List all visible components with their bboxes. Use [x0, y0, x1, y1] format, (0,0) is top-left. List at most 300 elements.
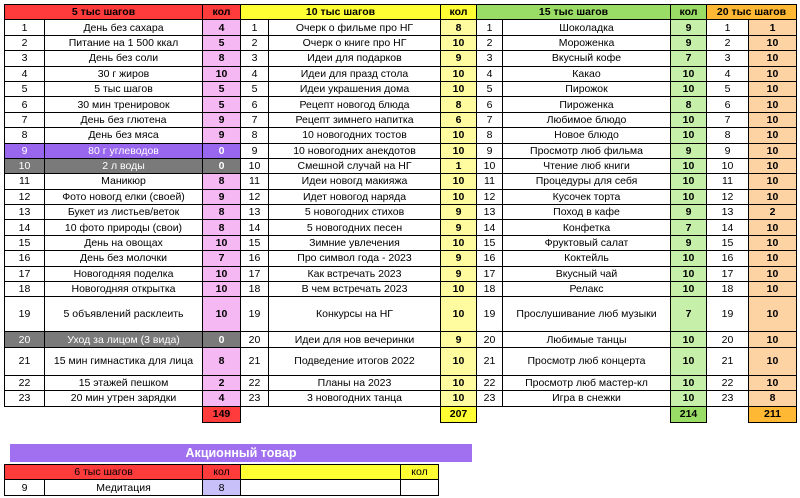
- s1-task-qty: 2: [203, 375, 241, 390]
- section-2-total: 207: [441, 406, 477, 422]
- s1-row-number: 6: [5, 97, 45, 112]
- s1-task-qty: 9: [203, 128, 241, 143]
- s3-task-qty: 10: [671, 332, 707, 347]
- table-row: [5, 97, 797, 112]
- s1-row-number: 21: [5, 347, 45, 375]
- s3-row-number: 5: [477, 81, 503, 96]
- s2-row-number: 15: [241, 235, 269, 250]
- table-row: [5, 297, 797, 332]
- s2-task-name: Идеи новогд макияжа: [269, 174, 441, 189]
- s2-task-qty: 1: [441, 158, 477, 173]
- s1-task-name: 15 этажей пешком: [45, 375, 203, 390]
- s2-task-qty: 10: [441, 189, 477, 204]
- section-3-title: 15 тыс шагов: [477, 5, 671, 20]
- s2-row-number: 21: [241, 347, 269, 375]
- s1-task-qty: 8: [203, 205, 241, 220]
- s3-task-qty: 10: [671, 158, 707, 173]
- s3-task-name: Мороженка: [503, 35, 671, 50]
- s1-task-qty: 4: [203, 391, 241, 406]
- s2-task-name: В чем встречать 2023: [269, 282, 441, 297]
- s2-task-qty: 10: [441, 282, 477, 297]
- s3-task-name: Пирожок: [503, 81, 671, 96]
- s3-task-name: Вкусный чай: [503, 266, 671, 281]
- s4-task-qty: 10: [749, 375, 797, 390]
- s3-task-qty: 9: [671, 205, 707, 220]
- s2-task-qty: 10: [441, 235, 477, 250]
- s4-task-qty: 10: [749, 220, 797, 235]
- s1-task-name: 15 мин гимнастика для лица: [45, 347, 203, 375]
- s3-row-number: 6: [477, 97, 503, 112]
- s1-row-number: 13: [5, 205, 45, 220]
- s2-task-qty: 9: [441, 251, 477, 266]
- table-row: [5, 251, 797, 266]
- s2-task-name: Рецепт зимнего напитка: [269, 112, 441, 127]
- s1-task-name: День без соли: [45, 51, 203, 66]
- s2-task-qty: 10: [441, 391, 477, 406]
- s3-task-name: Кусочек торта: [503, 189, 671, 204]
- s2-task-qty: 10: [441, 297, 477, 332]
- s2-row-number: 8: [241, 128, 269, 143]
- s1-task-qty: 4: [203, 20, 241, 35]
- s1-task-name: Уход за лицом (3 вида): [45, 332, 203, 347]
- s2-row-number: 4: [241, 66, 269, 81]
- s1-task-qty: 8: [203, 174, 241, 189]
- s3-task-name: Вкусный кофе: [503, 51, 671, 66]
- s4-row-number: 16: [707, 251, 749, 266]
- s4-task-qty: 10: [749, 332, 797, 347]
- s2-row-number: 12: [241, 189, 269, 204]
- s4-row-number: 2: [707, 35, 749, 50]
- total-spacer-1: [5, 406, 203, 422]
- s3-row-number: 21: [477, 347, 503, 375]
- s1-task-qty: 8: [203, 220, 241, 235]
- s2-task-qty: 9: [441, 51, 477, 66]
- s4-task-qty: 10: [749, 35, 797, 50]
- s1-task-qty: 10: [203, 66, 241, 81]
- s1-task-name: День без мяса: [45, 128, 203, 143]
- table-row: [5, 81, 797, 96]
- s1-task-name: 10 фото природы (свои): [45, 220, 203, 235]
- s2-task-name: Подведение итогов 2022: [269, 347, 441, 375]
- s3-task-qty: 10: [671, 282, 707, 297]
- s3-row-number: 22: [477, 375, 503, 390]
- s4-row-number: 20: [707, 332, 749, 347]
- s2-row-number: 14: [241, 220, 269, 235]
- promo-row-qty: 8: [203, 480, 241, 495]
- s4-row-number: 21: [707, 347, 749, 375]
- s4-task-qty: 10: [749, 81, 797, 96]
- s2-task-name: Планы на 2023: [269, 375, 441, 390]
- s3-task-qty: 10: [671, 266, 707, 281]
- s3-task-qty: 9: [671, 35, 707, 50]
- s4-task-qty: 10: [749, 297, 797, 332]
- s2-task-qty: 10: [441, 347, 477, 375]
- s4-row-number: 14: [707, 220, 749, 235]
- s4-row-number: 11: [707, 174, 749, 189]
- s1-row-number: 18: [5, 282, 45, 297]
- s3-task-name: Любимые танцы: [503, 332, 671, 347]
- s2-task-name: Идет новогод наряда: [269, 189, 441, 204]
- table-row: [5, 347, 797, 375]
- s1-task-name: 30 мин тренировок: [45, 97, 203, 112]
- s4-row-number: 6: [707, 97, 749, 112]
- s4-row-number: 1: [707, 20, 749, 35]
- s3-task-name: Игра в снежки: [503, 391, 671, 406]
- s2-task-name: Конкурсы на НГ: [269, 297, 441, 332]
- s1-task-qty: 7: [203, 251, 241, 266]
- s2-row-number: 22: [241, 375, 269, 390]
- s2-task-qty: 9: [441, 220, 477, 235]
- s2-task-name: Смешной случай на НГ: [269, 158, 441, 173]
- table-row: [5, 51, 797, 66]
- promo-b-empty-name: [241, 480, 401, 495]
- s3-row-number: 8: [477, 128, 503, 143]
- s4-task-qty: 2: [749, 205, 797, 220]
- s3-task-name: Процедуры для себя: [503, 174, 671, 189]
- s4-row-number: 23: [707, 391, 749, 406]
- s4-task-qty: 10: [749, 66, 797, 81]
- s3-row-number: 3: [477, 51, 503, 66]
- s2-row-number: 2: [241, 35, 269, 50]
- s3-task-qty: 10: [671, 128, 707, 143]
- s1-task-name: 80 г углеводов: [45, 143, 203, 158]
- s1-row-number: 12: [5, 189, 45, 204]
- s3-task-name: Просмотр люб мастер-кл: [503, 375, 671, 390]
- s4-task-qty: 1: [749, 20, 797, 35]
- s3-task-name: Коктейль: [503, 251, 671, 266]
- section-1-title: 5 тыс шагов: [5, 5, 203, 20]
- s3-row-number: 14: [477, 220, 503, 235]
- table-row: [5, 282, 797, 297]
- s1-row-number: 5: [5, 81, 45, 96]
- s1-task-name: Новогодняя открытка: [45, 282, 203, 297]
- s2-row-number: 11: [241, 174, 269, 189]
- s2-row-number: 1: [241, 20, 269, 35]
- s3-row-number: 18: [477, 282, 503, 297]
- s2-row-number: 18: [241, 282, 269, 297]
- table-row: [5, 332, 797, 347]
- s3-task-qty: 8: [671, 97, 707, 112]
- section-4-title: 20 тыс шагов: [707, 5, 797, 20]
- s1-task-qty: 0: [203, 158, 241, 173]
- s2-task-qty: 8: [441, 97, 477, 112]
- s2-task-name: Очерк о фильме про НГ: [269, 20, 441, 35]
- s3-task-name: Релакс: [503, 282, 671, 297]
- table-row: [5, 220, 797, 235]
- s1-task-name: 20 мин утрен зарядки: [45, 391, 203, 406]
- s1-task-name: День без молочки: [45, 251, 203, 266]
- s2-row-number: 16: [241, 251, 269, 266]
- s3-row-number: 1: [477, 20, 503, 35]
- promo-table: [4, 464, 439, 496]
- s1-row-number: 15: [5, 235, 45, 250]
- s4-row-number: 13: [707, 205, 749, 220]
- s3-row-number: 15: [477, 235, 503, 250]
- s2-task-qty: 9: [441, 266, 477, 281]
- table-row: [5, 189, 797, 204]
- promo-b-col-header: кол: [401, 465, 439, 480]
- s1-task-qty: 8: [203, 347, 241, 375]
- s3-task-qty: 7: [671, 220, 707, 235]
- s1-task-name: 5 тыс шагов: [45, 81, 203, 96]
- s4-row-number: 17: [707, 266, 749, 281]
- s1-row-number: 2: [5, 35, 45, 50]
- s3-task-qty: 10: [671, 174, 707, 189]
- s1-task-qty: 10: [203, 266, 241, 281]
- s1-task-qty: 10: [203, 235, 241, 250]
- s1-row-number: 14: [5, 220, 45, 235]
- table-row: [5, 174, 797, 189]
- s2-row-number: 6: [241, 97, 269, 112]
- s2-task-name: 5 новогодних песен: [269, 220, 441, 235]
- s3-task-name: Поход в кафе: [503, 205, 671, 220]
- s3-task-qty: 10: [671, 375, 707, 390]
- s3-task-qty: 10: [671, 347, 707, 375]
- s1-row-number: 17: [5, 266, 45, 281]
- s2-task-name: 3 новогодних танца: [269, 391, 441, 406]
- s2-row-number: 20: [241, 332, 269, 347]
- s3-task-name: Шоколадка: [503, 20, 671, 35]
- s2-task-name: Идеи украшения дома: [269, 81, 441, 96]
- s3-task-name: Чтение люб книги: [503, 158, 671, 173]
- s2-task-qty: 10: [441, 143, 477, 158]
- s1-task-qty: 9: [203, 112, 241, 127]
- s2-row-number: 23: [241, 391, 269, 406]
- s4-task-qty: 10: [749, 266, 797, 281]
- s3-task-qty: 10: [671, 391, 707, 406]
- s4-row-number: 18: [707, 282, 749, 297]
- promo-b-empty-qty: [401, 480, 439, 495]
- s1-task-qty: 10: [203, 282, 241, 297]
- s1-task-name: Букет из листьев/веток: [45, 205, 203, 220]
- section-1-total: 149: [203, 406, 241, 422]
- s1-task-name: День на овощах: [45, 235, 203, 250]
- s4-row-number: 8: [707, 128, 749, 143]
- s4-task-qty: 10: [749, 97, 797, 112]
- section-2-title: 10 тыс шагов: [241, 5, 441, 20]
- s3-row-number: 4: [477, 66, 503, 81]
- s3-task-qty: 7: [671, 51, 707, 66]
- s1-task-name: Питание на 1 500 ккал: [45, 35, 203, 50]
- s3-task-name: Просмотр люб фильма: [503, 143, 671, 158]
- s2-task-qty: 9: [441, 332, 477, 347]
- s2-row-number: 5: [241, 81, 269, 96]
- promo-a-col-header: кол: [203, 465, 241, 480]
- s1-task-qty: 10: [203, 297, 241, 332]
- s3-task-qty: 10: [671, 66, 707, 81]
- table-row: [5, 375, 797, 390]
- s2-task-qty: 10: [441, 174, 477, 189]
- s3-task-name: Любимое блюдо: [503, 112, 671, 127]
- promo-b-title: [241, 465, 401, 480]
- s4-task-qty: 10: [749, 251, 797, 266]
- s1-row-number: 23: [5, 391, 45, 406]
- s3-row-number: 13: [477, 205, 503, 220]
- s3-task-qty: 9: [671, 235, 707, 250]
- s1-row-number: 1: [5, 20, 45, 35]
- s3-task-name: Прослушивание люб музыки: [503, 297, 671, 332]
- s2-task-name: Рецепт новогод блюда: [269, 97, 441, 112]
- table-row: [5, 35, 797, 50]
- s4-row-number: 10: [707, 158, 749, 173]
- s4-task-qty: 10: [749, 143, 797, 158]
- s3-row-number: 12: [477, 189, 503, 204]
- s3-row-number: 16: [477, 251, 503, 266]
- s3-row-number: 23: [477, 391, 503, 406]
- s4-task-qty: 10: [749, 112, 797, 127]
- table-row: [5, 112, 797, 127]
- s1-task-name: 30 г жиров: [45, 66, 203, 81]
- s1-row-number: 16: [5, 251, 45, 266]
- s3-row-number: 20: [477, 332, 503, 347]
- s4-task-qty: 10: [749, 174, 797, 189]
- total-spacer-2: [241, 406, 441, 422]
- s1-task-qty: 8: [203, 51, 241, 66]
- s1-row-number: 20: [5, 332, 45, 347]
- table-row: [5, 205, 797, 220]
- s1-row-number: 10: [5, 158, 45, 173]
- s4-task-qty: 10: [749, 347, 797, 375]
- table-row: [5, 391, 797, 406]
- s4-task-qty: 10: [749, 282, 797, 297]
- s1-task-qty: 9: [203, 189, 241, 204]
- s2-row-number: 17: [241, 266, 269, 281]
- s2-task-name: 10 новогодних тостов: [269, 128, 441, 143]
- s1-task-name: 2 л воды: [45, 158, 203, 173]
- s3-task-qty: 10: [671, 112, 707, 127]
- s4-task-qty: 8: [749, 391, 797, 406]
- s2-task-name: Идеи для нов вечеринки: [269, 332, 441, 347]
- promo-a-title: 6 тыс шагов: [5, 465, 203, 480]
- s3-row-number: 2: [477, 35, 503, 50]
- s3-task-qty: 10: [671, 189, 707, 204]
- table-row: [5, 143, 797, 158]
- table-row: [5, 266, 797, 281]
- table-row: [5, 158, 797, 173]
- s1-row-number: 4: [5, 66, 45, 81]
- s1-task-name: Маникюр: [45, 174, 203, 189]
- s2-row-number: 9: [241, 143, 269, 158]
- s1-row-number: 7: [5, 112, 45, 127]
- s2-row-number: 19: [241, 297, 269, 332]
- s3-task-qty: 7: [671, 297, 707, 332]
- section-1-col-header: кол: [203, 5, 241, 20]
- promo-row-name: Медитация: [45, 480, 203, 495]
- s1-task-name: 5 объявлений расклеить: [45, 297, 203, 332]
- section-2-col-header: кол: [441, 5, 477, 20]
- s1-row-number: 19: [5, 297, 45, 332]
- s1-task-qty: 5: [203, 81, 241, 96]
- table-row: [5, 235, 797, 250]
- s2-task-name: 10 новогодних анекдотов: [269, 143, 441, 158]
- s3-task-name: Фруктовый салат: [503, 235, 671, 250]
- s4-task-qty: 10: [749, 235, 797, 250]
- s3-row-number: 10: [477, 158, 503, 173]
- s2-row-number: 10: [241, 158, 269, 173]
- s2-task-qty: 9: [441, 205, 477, 220]
- s1-task-name: Новогодняя поделка: [45, 266, 203, 281]
- s2-task-name: Очерк о книге про НГ: [269, 35, 441, 50]
- s1-task-name: Фото новогд елки (своей): [45, 189, 203, 204]
- promo-banner: Акционный товар: [10, 444, 472, 462]
- s3-task-qty: 9: [671, 143, 707, 158]
- s2-task-qty: 10: [441, 375, 477, 390]
- s4-row-number: 15: [707, 235, 749, 250]
- s4-task-qty: 10: [749, 158, 797, 173]
- s1-task-qty: 0: [203, 143, 241, 158]
- s2-task-name: Идеи для подарков: [269, 51, 441, 66]
- s4-task-qty: 10: [749, 189, 797, 204]
- table-row: [5, 66, 797, 81]
- section-3-total: 214: [671, 406, 707, 422]
- s1-task-qty: 5: [203, 35, 241, 50]
- table-row: [5, 20, 797, 35]
- total-spacer-4: [707, 406, 749, 422]
- s3-task-qty: 10: [671, 81, 707, 96]
- s3-task-name: Какао: [503, 66, 671, 81]
- s4-row-number: 7: [707, 112, 749, 127]
- section-3-col-header: кол: [671, 5, 707, 20]
- promo-row-number: 9: [5, 480, 45, 495]
- s3-row-number: 19: [477, 297, 503, 332]
- s1-task-qty: 0: [203, 332, 241, 347]
- s1-task-qty: 5: [203, 97, 241, 112]
- s4-row-number: 5: [707, 81, 749, 96]
- s3-row-number: 9: [477, 143, 503, 158]
- s1-row-number: 3: [5, 51, 45, 66]
- s2-task-name: Как встречать 2023: [269, 266, 441, 281]
- s3-task-qty: 10: [671, 251, 707, 266]
- s1-row-number: 22: [5, 375, 45, 390]
- table-row: [5, 128, 797, 143]
- s4-task-qty: 10: [749, 128, 797, 143]
- s1-row-number: 8: [5, 128, 45, 143]
- s4-row-number: 12: [707, 189, 749, 204]
- s4-row-number: 22: [707, 375, 749, 390]
- s2-task-qty: 6: [441, 112, 477, 127]
- s3-task-name: Конфетка: [503, 220, 671, 235]
- s1-row-number: 11: [5, 174, 45, 189]
- s2-task-name: 5 новогодних стихов: [269, 205, 441, 220]
- s1-row-number: 9: [5, 143, 45, 158]
- total-spacer-3: [477, 406, 671, 422]
- s3-row-number: 17: [477, 266, 503, 281]
- s3-row-number: 7: [477, 112, 503, 127]
- s2-row-number: 7: [241, 112, 269, 127]
- s2-task-qty: 10: [441, 66, 477, 81]
- s3-task-name: Пироженка: [503, 97, 671, 112]
- s4-row-number: 9: [707, 143, 749, 158]
- s2-task-name: Про символ года - 2023: [269, 251, 441, 266]
- s4-row-number: 4: [707, 66, 749, 81]
- s3-task-qty: 9: [671, 20, 707, 35]
- s2-row-number: 3: [241, 51, 269, 66]
- s1-task-name: День без сахара: [45, 20, 203, 35]
- s3-task-name: Новое блюдо: [503, 128, 671, 143]
- s2-task-qty: 8: [441, 20, 477, 35]
- s3-row-number: 11: [477, 174, 503, 189]
- s2-task-name: Зимние увлечения: [269, 235, 441, 250]
- s2-task-qty: 10: [441, 128, 477, 143]
- s2-task-qty: 10: [441, 35, 477, 50]
- s4-row-number: 3: [707, 51, 749, 66]
- s2-task-qty: 10: [441, 81, 477, 96]
- s4-row-number: 19: [707, 297, 749, 332]
- challenge-table: [4, 4, 797, 423]
- s1-task-name: День без глютена: [45, 112, 203, 127]
- s4-task-qty: 10: [749, 51, 797, 66]
- section-4-total: 211: [749, 406, 797, 422]
